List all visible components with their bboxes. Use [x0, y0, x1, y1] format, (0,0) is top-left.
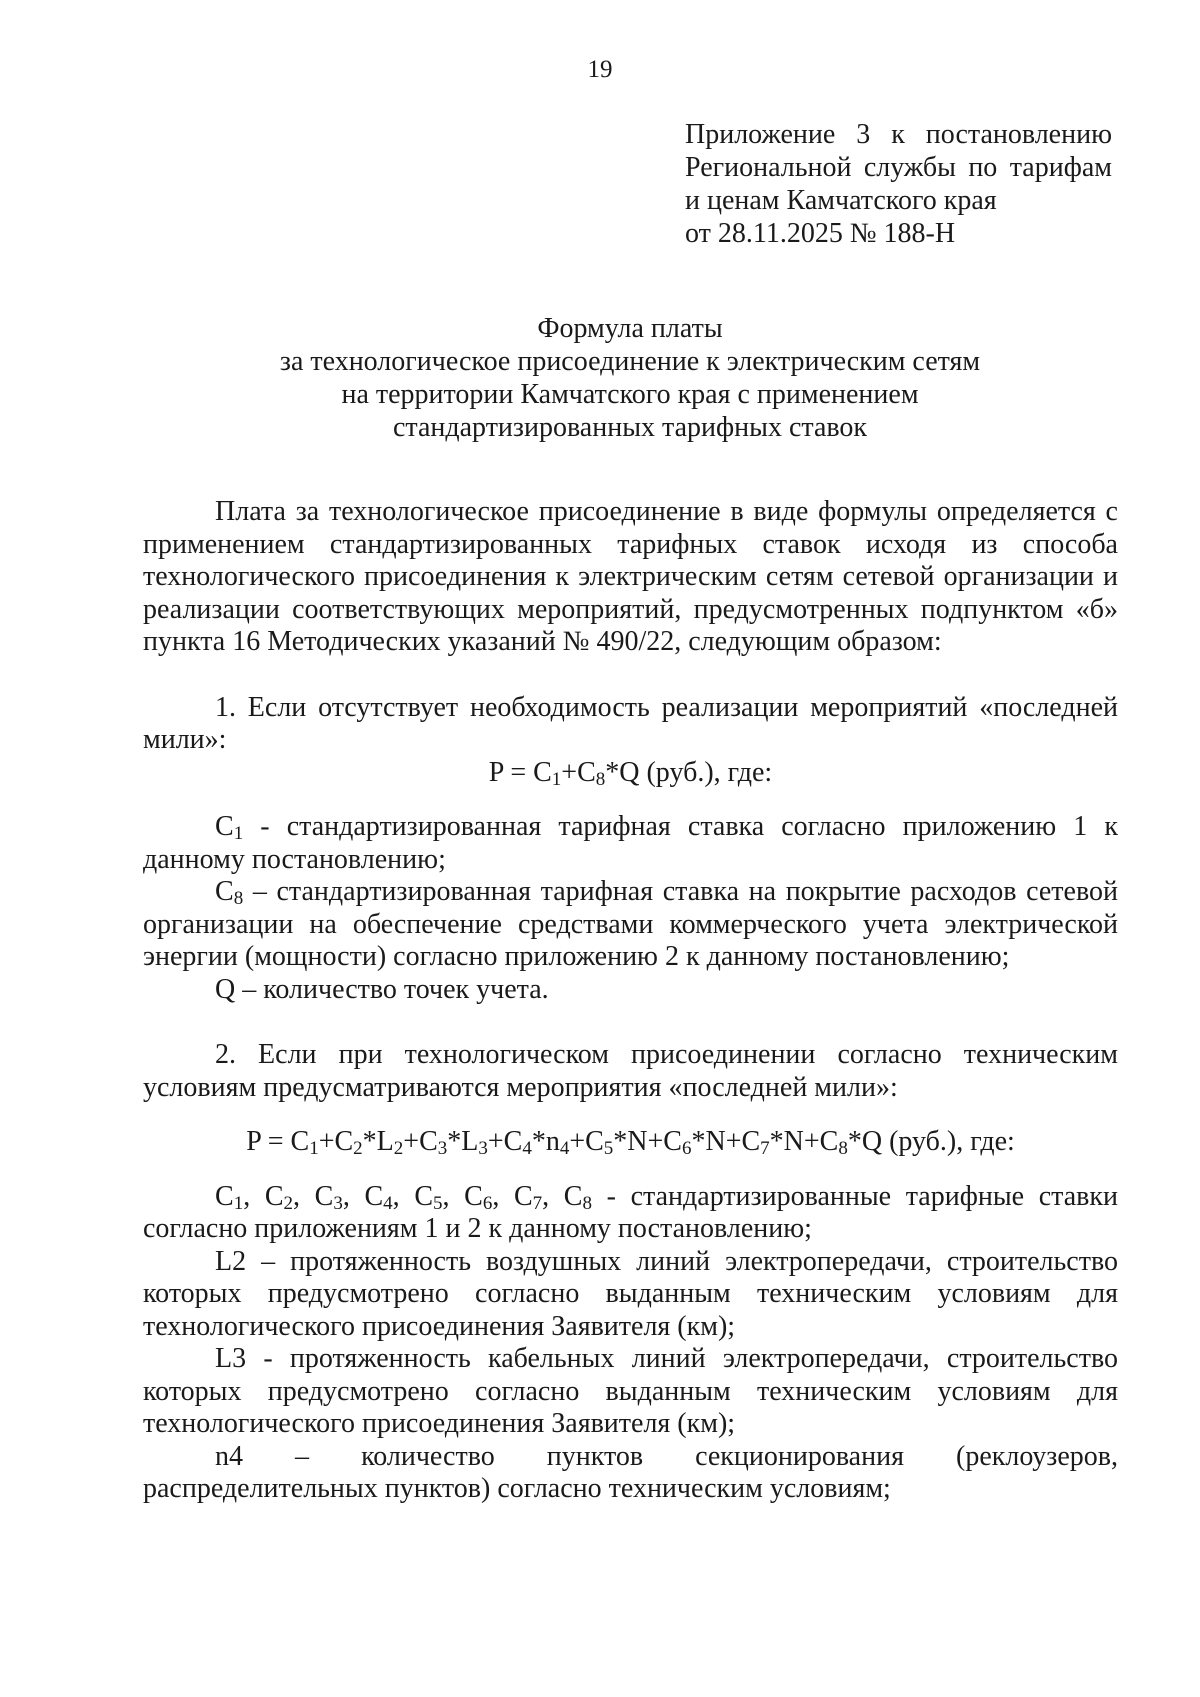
q-definition: Q – количество точек учета. [215, 973, 549, 1005]
l3-definition: L3 - протяженность кабельных линий электропередачи, строительство которых предусмотрено согласно выданным техническим условиям для технологического присоединения Заявителя (км); [143, 1343, 1118, 1439]
n4-definition-line: n4 – количество пунктов секционирования (реклоузеров, [215, 1440, 1118, 1472]
case2-heading: 2. Если при технологическом присоединении согласно техническим условиям предусматриваются мероприятия «последней мили»: [143, 1039, 1118, 1103]
rates-definition: $C_1$, $C_2$, $C_3$, $C_4$, $C_5$, $C_6$, $C_7$, $C_8$ - стандартизированные тарифные ставки согласно приложениям 1 и 2 к данному постановлению; [143, 1180, 1118, 1244]
appendix-line: Региональной службы по тарифам [685, 152, 1112, 183]
document-body [143, 496, 1118, 1506]
n4-definition-rest: распределительных пунктов) согласно техническим условиям; [143, 1473, 891, 1504]
document-title [140, 312, 1120, 444]
appendix-line: Приложение 3 к постановлению [685, 119, 1112, 150]
appendix-header [685, 118, 1112, 250]
title-line: за технологическое присоединение к электрическим сетям [279, 346, 981, 377]
page-number: 19 [587, 56, 613, 83]
formula-1: $P = C_1+C_8*Q$ (руб.), где: [488, 756, 773, 790]
title-line: на территории Камчатского края с применением [341, 379, 919, 410]
appendix-line: и ценам Камчатского края [685, 185, 997, 216]
case1-heading: 1. Если отсутствует необходимость реализации мероприятий «последней мили»: [143, 691, 1118, 755]
formula-2: $P = C_1+C_2*L_2+C_3*L_3+C_4*n_4+C_5*N+C_6*N+C_7*N+C_8*Q$ (руб.), где: [246, 1126, 1015, 1159]
title-line: стандартизированных тарифных ставок [392, 412, 868, 443]
c1-definition: $C_1$ - стандартизированная тарифная ставка согласно приложению 1 к данному постановлению; [143, 811, 1118, 875]
l2-definition: L2 – протяженность воздушных линий электропередачи, строительство которых предусмотрено согласно выданным техническим условиям для технологического присоединения Заявителя (км); [143, 1245, 1118, 1342]
title-line: Формула платы [537, 313, 723, 344]
intro-paragraph: Плата за технологическое присоединение в виде формулы определяется с применением стандартизированных тарифных ставок исходя из способа технологического присоединения к электрическим сетям сетевой организации и реализации соответствующих мероприятий, предусмотренных подпунктом «б» пункта 16 Методических указаний № 490/22, следующим образом: [143, 496, 1118, 657]
appendix-line: от 28.11.2025 № 188-Н [685, 218, 956, 249]
c8-definition: $C_8$ – стандартизированная тарифная ставка на покрытие расходов сетевой организации на обеспечение средствами коммерческого учета электрической энергии (мощности) согласно приложению 2 к данному постановлению; [143, 876, 1118, 972]
